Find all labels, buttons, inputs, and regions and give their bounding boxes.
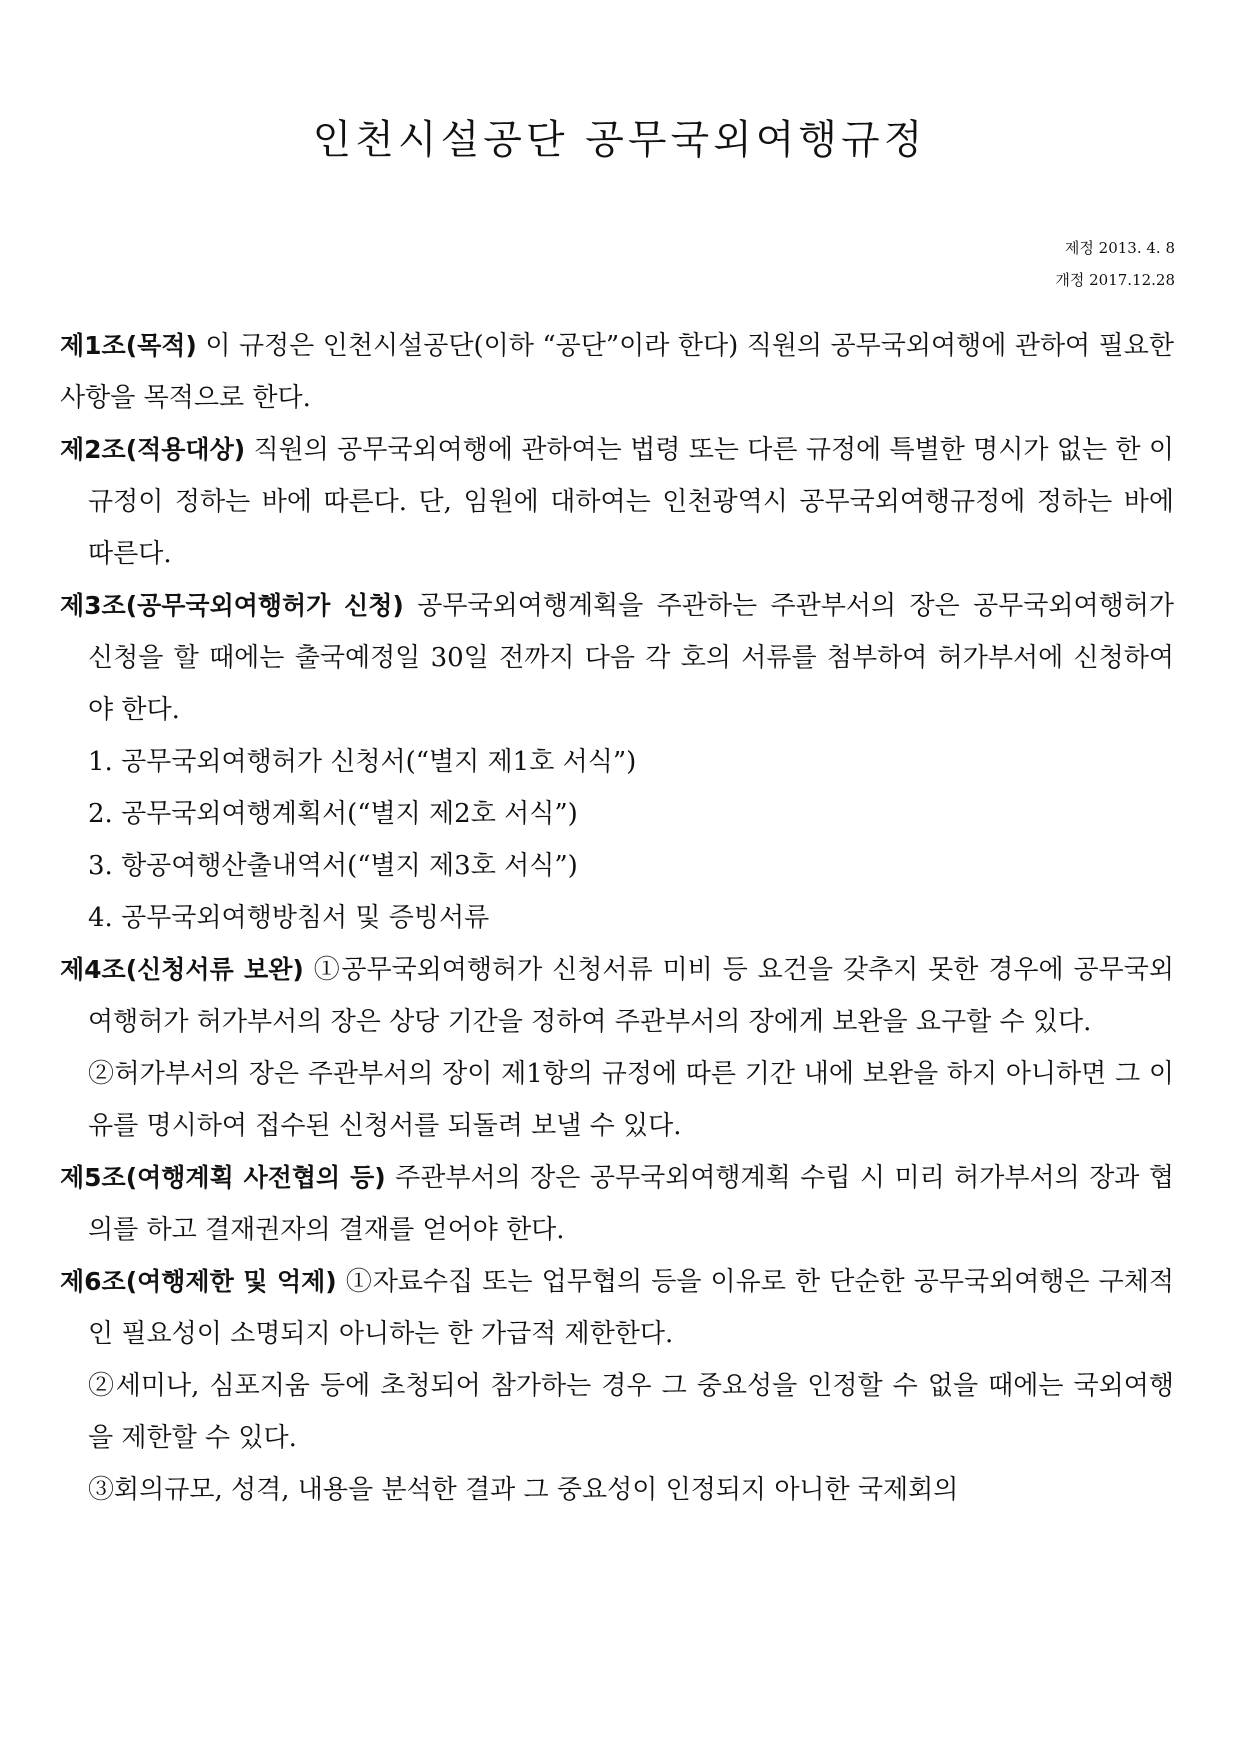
article-text: 직원의 공무국외여행에 관하여는 법령 또는 다른 규정에 특별한 명시가 없는 한 이 규정이 정하는 바에 따른다. 단, 임원에 대하여는 인천광역시 공무국외여행규정에 정하는 바에 따른다.	[88, 435, 1174, 569]
amended-date: 개정 2017.12.28	[1055, 271, 1175, 289]
list-item: 2. 공무국외여행계획서(“별지 제2호 서식”)	[88, 799, 578, 829]
article-heading: 제2조(적용대상)	[60, 435, 246, 464]
list-item: 3. 항공여행산출내역서(“별지 제3호 서식”)	[88, 851, 578, 881]
revision-history	[1055, 232, 1175, 296]
article-text: 주관부서의 장은 공무국외여행계획 수립 시 미리 허가부서의 장과 협의를 하고 결재권자의 결재를 얻어야 한다.	[88, 1163, 1174, 1245]
list-item: 4. 공무국외여행방침서 및 증빙서류	[88, 903, 490, 933]
list-item: 1. 공무국외여행허가 신청서(“별지 제1호 서식”)	[88, 747, 637, 777]
article-2	[60, 424, 1174, 580]
article-text: 공무국외여행계획을 주관하는 주관부서의 장은 공무국외여행허가 신청을 할 때에는 출국예정일 30일 전까지 다음 각 호의 서류를 첨부하여 허가부서에 신청하여야 한다.	[88, 591, 1174, 725]
article-4	[60, 944, 1174, 1048]
article-text: ①자료수집 또는 업무협의 등을 이유로 한 단순한 공무국외여행은 구체적인 필요성이 소명되지 아니하는 한 가급적 제한한다.	[88, 1267, 1175, 1349]
article-heading: 제6조(여행제한 및 억제)	[60, 1267, 337, 1296]
article-text: ①공무국외여행허가 신청서류 미비 등 요건을 갖추지 못한 경우에 공무국외여행허가 허가부서의 장은 상당 기간을 정하여 주관부서의 장에게 보완을 요구할 수 있다.	[88, 955, 1175, 1037]
enacted-date: 제정 2013. 4. 8	[1064, 239, 1175, 257]
article-heading: 제5조(여행계획 사전협의 등)	[60, 1163, 386, 1192]
article-heading: 제3조(공무국외여행허가 신청)	[60, 591, 404, 620]
article-1	[60, 320, 1174, 424]
paragraph: ③회의규모, 성격, 내용을 분석한 결과 그 중요성이 인정되지 아니한 국제회의	[88, 1475, 959, 1505]
paragraph: ②세미나, 심포지움 등에 초청되어 참가하는 경우 그 중요성을 인정할 수 없을 때에는 국외여행을 제한할 수 있다.	[88, 1371, 1174, 1453]
article-6	[60, 1256, 1174, 1360]
document-title: 인천시설공단 공무국외여행규정	[312, 117, 927, 163]
article-5	[60, 1152, 1174, 1256]
document-body	[60, 320, 1174, 1516]
article-heading: 제4조(신청서류 보완)	[60, 955, 304, 984]
article-heading: 제1조(목적)	[60, 331, 197, 360]
paragraph: ②허가부서의 장은 주관부서의 장이 제1항의 규정에 따른 기간 내에 보완을 하지 아니하면 그 이유를 명시하여 접수된 신청서를 되돌려 보낼 수 있다.	[88, 1059, 1174, 1141]
article-3	[60, 580, 1174, 736]
article-text: 이 규정은 인천시설공단(이하 “공단”이라 한다) 직원의 공무국외여행에 관하여 필요한 사항을 목적으로 한다.	[60, 331, 1174, 413]
